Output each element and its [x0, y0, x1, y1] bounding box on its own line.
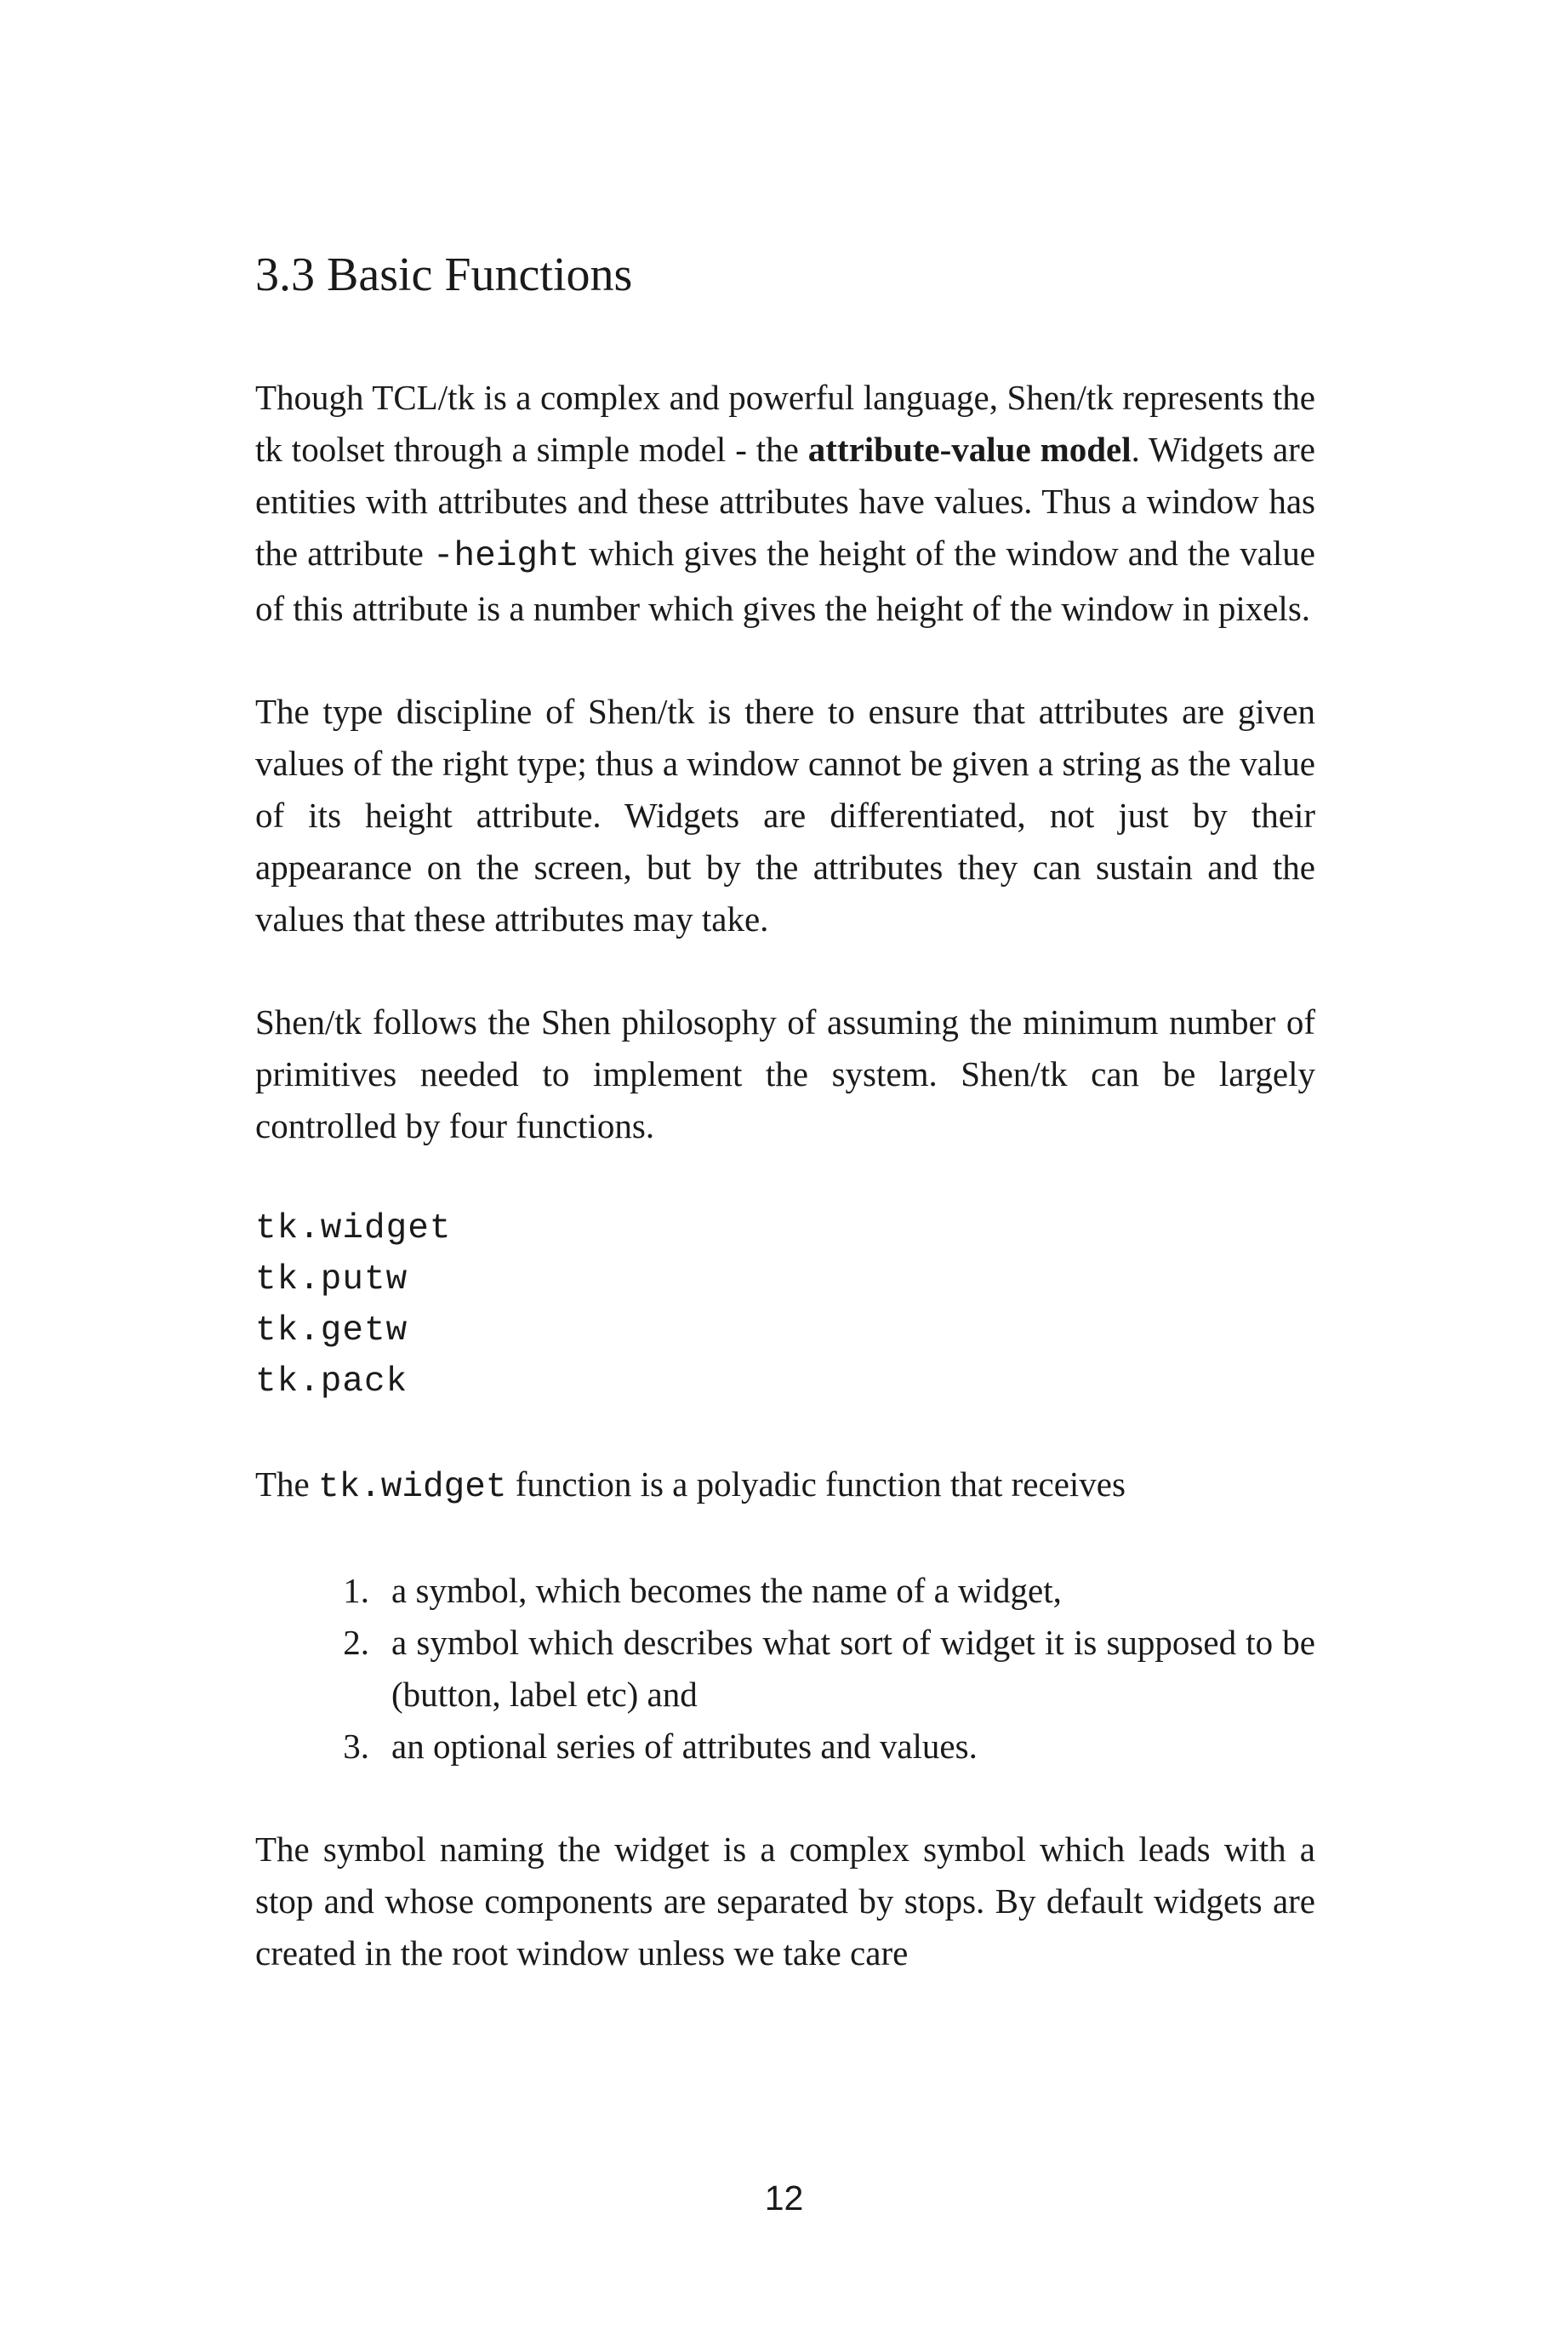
para4-text-2: function is a polyadic function that receives — [506, 1464, 1126, 1504]
paragraph-tk-widget-intro — [255, 1459, 1315, 1514]
page-number: 12 — [764, 2178, 804, 2218]
para1-text-3: which gives the height of the window and the value of this attribute is a number which gives the height of the window in pixels. — [255, 534, 1315, 629]
list-item — [255, 1617, 1315, 1721]
section-heading: 3.3 Basic Functions — [255, 248, 633, 301]
function-item: tk.putw — [255, 1260, 408, 1300]
para1-code-height: -height — [432, 537, 580, 577]
page-content — [255, 247, 1315, 2030]
para1-text-2: . Widgets are entities with attributes and these attributes have values. Thus a window has the attribute — [255, 430, 1315, 574]
list-item-text: an optional series of attributes and values. — [391, 1727, 978, 1767]
argument-list — [255, 1565, 1315, 1773]
list-item-text: a symbol, which becomes the name of a widget, — [391, 1571, 1062, 1611]
function-item: tk.widget — [255, 1209, 452, 1249]
function-list — [255, 1203, 1315, 1407]
list-item-number: 3. — [343, 1727, 369, 1767]
list-item-text: a symbol which describes what sort of widget it is supposed to be (button, label etc) and — [391, 1623, 1315, 1715]
function-item: tk.pack — [255, 1362, 408, 1402]
paragraph-shen-philosophy: Shen/tk follows the Shen philosophy of assuming the minimum number of primitives needed to implement the system. Shen/tk can be largely controlled by four functions. — [255, 1002, 1315, 1146]
list-item-number: 1. — [343, 1571, 369, 1611]
list-item — [255, 1721, 1315, 1773]
list-item — [255, 1565, 1315, 1617]
paragraph-attribute-value-model — [255, 372, 1315, 635]
para1-bold-term: attribute-value model — [807, 430, 1132, 470]
para1-text-1: Though TCL/tk is a complex and powerful language, Shen/tk represents the tk toolset through a simple model - the — [255, 378, 1315, 470]
function-item: tk.getw — [255, 1311, 408, 1351]
para4-text-1: The — [255, 1464, 318, 1504]
paragraph-widget-naming: The symbol naming the widget is a complex symbol which leads with a stop and whose components are separated by stops. By default widgets are created in the root window unless we take care — [255, 1830, 1315, 1973]
paragraph-type-discipline: The type discipline of Shen/tk is there to ensure that attributes are given values of the right type; thus a window cannot be given a string as the value of its height attribute. Widgets are differentiated, not just by their appearance on the screen, but by the attributes they can sustain and the values that these attributes may take. — [255, 692, 1315, 939]
list-item-number: 2. — [343, 1623, 369, 1663]
para4-code-tk-widget: tk.widget — [318, 1468, 507, 1508]
